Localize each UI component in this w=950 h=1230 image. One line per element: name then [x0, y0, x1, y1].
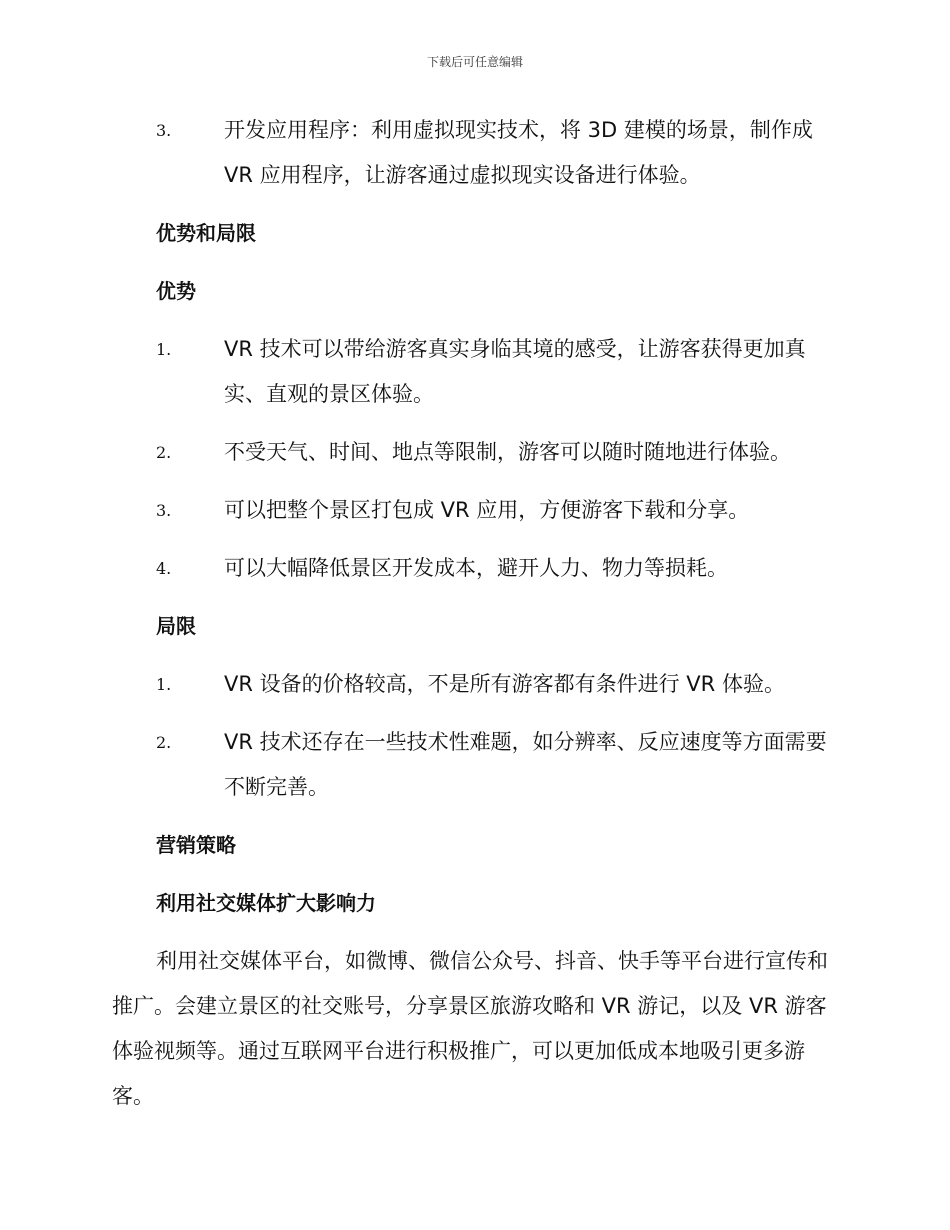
list-number: 3. — [156, 501, 172, 520]
list-text: 不受天气、时间、地点等限制，游客可以随时随地进行体验。 — [224, 440, 791, 464]
list-item — [112, 108, 832, 198]
list-number: 3. — [156, 121, 172, 140]
list-item — [112, 662, 832, 707]
list-number: 4. — [156, 559, 172, 578]
document-body — [112, 108, 832, 1132]
section-heading-social: 利用社交媒体扩大影响力 — [156, 891, 376, 915]
list-number: 2. — [156, 443, 172, 462]
list-number: 2. — [156, 733, 172, 752]
section-heading-limits: 局限 — [156, 614, 196, 638]
list-text: VR 技术还存在一些技术性难题，如分辨率、反应速度等方面需要不断完善。 — [224, 730, 827, 799]
list-text: 开发应用程序：利用虚拟现实技术，将 3D 建模的场景，制作成 VR 应用程序，让游客通过虚拟现实设备进行体验。 — [224, 118, 813, 187]
list-text: 可以大幅降低景区开发成本，避开人力、物力等损耗。 — [224, 556, 728, 580]
list-number: 1. — [156, 675, 172, 694]
list-item — [112, 327, 832, 417]
section-heading-marketing: 营销策略 — [156, 833, 236, 857]
list-item — [112, 546, 832, 591]
list-item — [112, 488, 832, 533]
list-text: VR 技术可以带给游客真实身临其境的感受，让游客获得更加真实、直观的景区体验。 — [224, 337, 806, 406]
list-text: 可以把整个景区打包成 VR 应用，方便游客下载和分享。 — [224, 498, 750, 522]
list-number: 1. — [156, 340, 172, 359]
list-item — [112, 720, 832, 810]
section-heading-adv-limits: 优势和局限 — [156, 221, 256, 245]
list-text: VR 设备的价格较高，不是所有游客都有条件进行 VR 体验。 — [224, 672, 785, 696]
section-heading-advantages: 优势 — [156, 279, 196, 303]
list-item — [112, 430, 832, 475]
page-header: 下载后可任意编辑 — [426, 55, 523, 69]
paragraph-social: 利用社交媒体平台，如微博、微信公众号、抖音、快手等平台进行宣传和推广。会建立景区的社交账号，分享景区旅游攻略和 VR 游记，以及 VR 游客体验视频等。通过互联网平台进行积极推广，可以更加低成本地吸引更多游客。 — [112, 949, 828, 1108]
